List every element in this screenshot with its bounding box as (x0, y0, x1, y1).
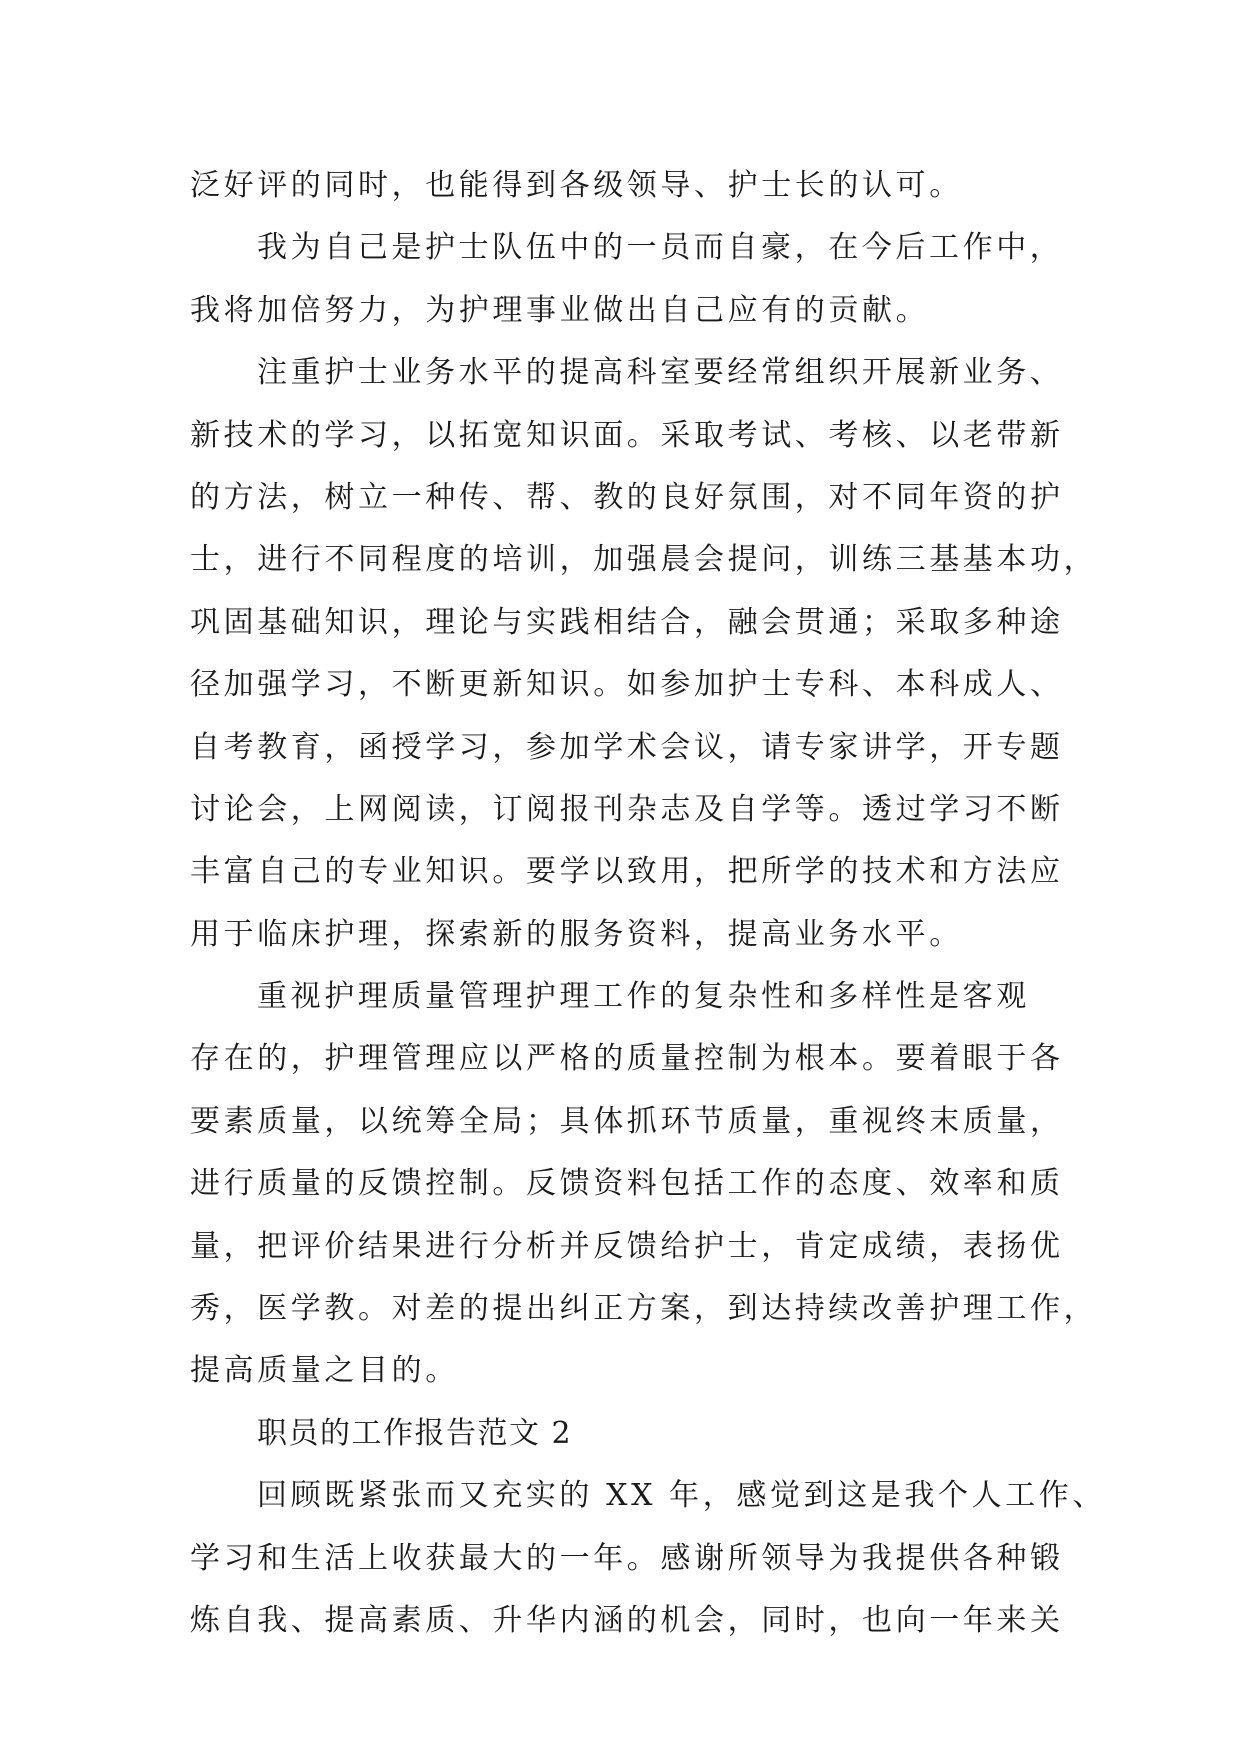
text-line: 用于临床护理，探索新的服务资料，提高业务水平。 (190, 916, 963, 952)
text-line: 丰富自己的专业知识。要学以致用，把所学的技术和方法应 (190, 854, 1064, 890)
section-heading: 职员的工作报告范文 2 (257, 1415, 573, 1451)
text-line: 讨论会，上网阅读，订阅报刊杂志及自学等。透过学习不断 (190, 791, 1064, 827)
text-line: 提高质量之目的。 (190, 1353, 459, 1389)
paragraph-start-line: 我为自己是护士队伍中的一员而自豪，在今后工作中， (257, 230, 1064, 266)
text-line: 炼自我、提高素质、升华内涵的机会，同时，也向一年来关 (190, 1602, 1064, 1638)
text-line: 士，进行不同程度的培训，加强晨会提问，训练三基基本功， (190, 542, 1098, 578)
document-body (190, 155, 1106, 1652)
text-line: 学习和生活上收获最大的一年。感谢所领导为我提供各种锻 (190, 1540, 1064, 1576)
paragraph-start-line: 回顾既紧张而又充实的 XX 年，感觉到这是我个人工作、 (257, 1478, 1106, 1514)
text-line: 量，把评价结果进行分析并反馈给护士，肯定成绩，表扬优 (190, 1228, 1064, 1264)
text-line: 径加强学习，不断更新知识。如参加护士专科、本科成人、 (190, 667, 1064, 703)
paragraph-start-line: 重视护理质量管理护理工作的复杂性和多样性是客观 (257, 979, 1030, 1015)
text-line: 我将加倍努力，为护理事业做出自己应有的贡献。 (190, 292, 930, 328)
text-line: 存在的，护理管理应以严格的质量控制为根本。要着眼于各 (190, 1041, 1064, 1077)
text-line: 新技术的学习，以拓宽知识面。采取考试、考核、以老带新 (190, 417, 1064, 453)
paragraph-start-line: 注重护士业务水平的提高科室要经常组织开展新业务、 (257, 355, 1064, 391)
text-line: 进行质量的反馈控制。反馈资料包括工作的态度、效率和质 (190, 1166, 1064, 1202)
text-line: 秀，医学教。对差的提出纠正方案，到达持续改善护理工作， (190, 1291, 1098, 1327)
text-line: 的方法，树立一种传、帮、教的良好氛围，对不同年资的护 (190, 479, 1064, 515)
text-line: 要素质量，以统筹全局；具体抓环节质量，重视终末质量， (190, 1103, 1064, 1139)
text-line: 泛好评的同时，也能得到各级领导、护士长的认可。 (190, 168, 963, 203)
text-line: 巩固基础知识，理论与实践相结合，融会贯通；采取多种途 (190, 604, 1064, 640)
text-line: 自考教育，函授学习，参加学术会议，请专家讲学，开专题 (190, 729, 1064, 765)
